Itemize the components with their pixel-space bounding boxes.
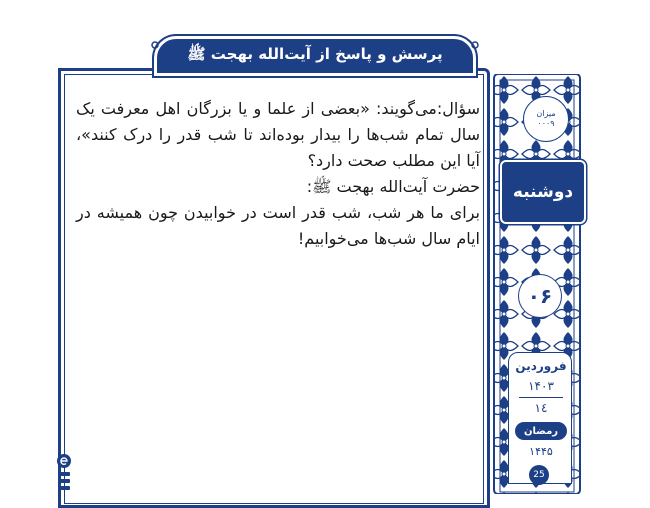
solar-month: فروردین <box>515 359 567 373</box>
day-name-box <box>500 160 586 224</box>
header-ornament-right <box>470 40 480 50</box>
qa-content <box>76 96 480 252</box>
date-panel <box>508 352 572 484</box>
hijri-month-pill <box>515 422 567 440</box>
hijri-month: رمضان <box>523 425 559 437</box>
header-ornament-left <box>150 40 160 50</box>
hijri-year: ۱۴۴۵ <box>529 445 553 458</box>
page-number: 25 <box>533 470 545 480</box>
badge-number: ۰۰۰۹ <box>537 119 555 128</box>
header-banner <box>154 36 476 76</box>
day-name: دوشنبه <box>512 182 574 202</box>
header-title: پرسش و پاسخ از آیت‌الله بهجت ﷺ <box>187 45 443 63</box>
day-number-badge <box>518 274 562 318</box>
solar-year: ۱۴۰۳ <box>528 379 554 393</box>
answer-text: برای ما هر شب، شب قدر است در خوابیدن چون همیشه در ایام سال شب‌ها می‌خوابیم! <box>76 203 480 248</box>
day-number: ۰۶ <box>527 284 553 308</box>
divider <box>519 397 563 398</box>
answer-attribution: حضرت آیت‌الله بهجت ﷺ: <box>306 177 480 196</box>
publisher-logo-icon <box>56 452 72 490</box>
page-number-badge <box>529 465 549 485</box>
badge-word: میزان <box>536 109 556 118</box>
hijri-day: ١٤ <box>534 401 548 415</box>
top-badge <box>523 96 569 142</box>
question-text: سؤال:می‌گویند: «بعضی از علما و یا بزرگان اهل معرفت یک سال تمام شب‌ها را بیدار بوده‌اند تا شب قدر را درک کنند»، آیا این مطلب صحت دارد؟ <box>76 99 480 170</box>
